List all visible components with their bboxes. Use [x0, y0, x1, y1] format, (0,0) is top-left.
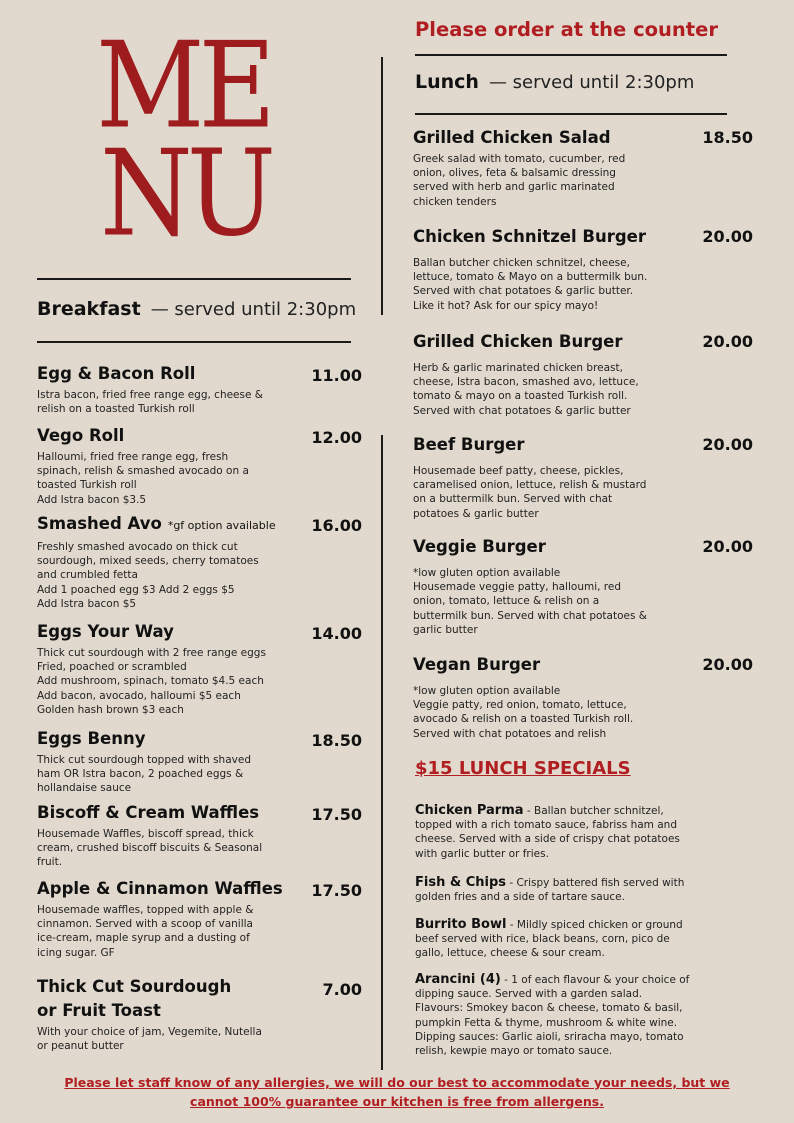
menu-item-description: [37, 540, 367, 611]
vertical-divider: [381, 435, 383, 1070]
lunch-specials-title: $15 LUNCH SPECIALS: [415, 758, 631, 779]
menu-item-price: 11.00: [311, 366, 362, 385]
description-line: cinnamon. Served with a scoop of vanilla: [37, 918, 253, 931]
description-line: garlic butter: [413, 623, 478, 636]
menu-item: [37, 362, 367, 416]
menu-item: [37, 801, 367, 870]
special-item: [415, 973, 745, 1058]
special-first-line: [415, 876, 745, 890]
description-line: Add mushroom, spinach, tomato $4.5 each: [37, 675, 264, 688]
special-item: [415, 918, 745, 961]
description-line: Halloumi, fried free range egg, fresh: [37, 451, 229, 463]
description-line: Served with chat potatoes & garlic butter: [413, 404, 631, 417]
special-first-line: [415, 973, 745, 987]
menu-item: [37, 424, 367, 507]
allergy-notice-line: Please let staff know of any allergies, we will do our best to accommodate your needs, but we: [64, 1075, 730, 1090]
breakfast-subtitle: — served until 2:30pm: [150, 299, 357, 320]
lunch-header: [415, 71, 694, 93]
menu-item: [37, 620, 367, 717]
description-line: and crumbled fetta: [37, 569, 138, 582]
special-item-lead: - Mildly spiced chicken or ground: [506, 919, 683, 931]
description-line: with garlic butter or fries.: [415, 847, 549, 860]
description-line: Housemade veggie patty, halloumi, red: [413, 581, 622, 594]
menu-item-description: [413, 361, 755, 418]
description-line: With your choice of jam, Vegemite, Nutella: [37, 1026, 262, 1038]
menu-item-description: [413, 256, 755, 313]
description-line: Add Istra bacon $5: [37, 597, 137, 610]
description-line: toasted Turkish roll: [37, 479, 137, 492]
description-line: *low gluten option available: [413, 567, 561, 579]
description-line: pumpkin Fetta & thyme, mushroom & white wine.: [415, 1016, 678, 1029]
description-line: lettuce, tomato & Mayo on a buttermilk bun.: [413, 271, 648, 284]
description-line: Flavours: Smokey bacon & cheese, tomato & basil,: [415, 1002, 683, 1015]
description-line: beef served with rice, black beans, corn, pico de: [415, 933, 670, 946]
menu-item-price: 20.00: [702, 435, 753, 454]
divider: [37, 278, 351, 280]
description-line: topped with a rich tomato sauce, fabriss ham and: [415, 819, 677, 832]
menu-item-price: 18.50: [702, 128, 753, 147]
lunch-subtitle: — served until 2:30pm: [488, 72, 695, 93]
special-item: [415, 876, 745, 904]
special-item-name: Chicken Parma: [415, 803, 524, 818]
description-line: ice-cream, maple syrup and a dusting of: [37, 932, 250, 945]
menu-logo-line2: NU: [100, 124, 271, 263]
description-line: Golden hash brown $3 each: [37, 703, 184, 716]
description-line: Served with chat potatoes and relish: [413, 727, 607, 740]
menu-item-description: [37, 903, 367, 960]
description-line: Like it hot? Ask for our spicy mayo!: [413, 299, 599, 312]
special-item: [415, 804, 745, 861]
description-line: Add bacon, avocado, halloumi $5 each: [37, 689, 241, 702]
description-line: potatoes & garlic butter: [413, 507, 539, 520]
special-first-line: [415, 918, 745, 932]
description-line: ham OR Istra bacon, 2 poached eggs &: [37, 768, 244, 781]
menu-item-price: 14.00: [311, 624, 362, 643]
description-line: Freshly smashed avocado on thick cut: [37, 541, 238, 553]
description-line: Fried, poached or scrambled: [37, 661, 187, 674]
menu-item-price: 18.50: [311, 731, 362, 750]
menu-item-description: [37, 1025, 367, 1053]
menu-item: [37, 727, 367, 796]
menu-item-price: 20.00: [702, 332, 753, 351]
menu-item-note: *gf option available: [167, 519, 276, 532]
description-line: golden fries and a side of tartare sauce.: [415, 891, 625, 904]
menu-item-description: [37, 388, 367, 416]
menu-item-name-text: Vego Roll: [37, 426, 125, 445]
description-line: *low gluten option available: [413, 685, 561, 697]
menu-item: [413, 126, 755, 209]
menu-item-description: [413, 684, 755, 741]
description-line: cheese. Served with a side of crispy chat potatoes: [415, 833, 680, 846]
menu-item-description: [413, 566, 755, 637]
breakfast-header: [37, 298, 356, 320]
special-item-name: Burrito Bowl: [415, 917, 507, 932]
description-line: Thick cut sourdough with 2 free range eggs: [37, 647, 266, 659]
breakfast-title: Breakfast: [37, 298, 141, 320]
special-item-lead: - 1 of each flavour & your choice of: [500, 974, 690, 986]
menu-item: [37, 975, 367, 1053]
menu-item-name-text: Smashed Avo: [37, 514, 162, 533]
description-line: hollandaise sauce: [37, 782, 132, 795]
description-line: avocado & relish on a toasted Turkish roll.: [413, 713, 634, 726]
divider: [415, 54, 727, 56]
menu-item-price: 20.00: [702, 227, 753, 246]
menu-item-name-line2: or Fruit Toast: [37, 1001, 161, 1020]
menu-item: [413, 653, 755, 741]
description-line: Served with chat potatoes & garlic butter.: [413, 285, 634, 298]
menu-item-name: Vegan Burger: [413, 655, 541, 674]
description-line: Greek salad with tomato, cucumber, red: [413, 153, 626, 165]
description-line: or peanut butter: [37, 1040, 124, 1053]
description-line: fruit.: [37, 856, 63, 869]
description-line: relish, kewpie mayo or tomato sauce.: [415, 1045, 613, 1058]
lunch-title: Lunch: [415, 71, 479, 93]
menu-item-price: 16.00: [311, 516, 362, 535]
description-line: sourdough, mixed seeds, cherry tomatoes: [37, 555, 259, 568]
description-line: Ballan butcher chicken schnitzel, cheese,: [413, 257, 630, 269]
menu-item-description: [37, 753, 367, 796]
menu-item-name: Chicken Schnitzel Burger: [413, 227, 646, 246]
menu-item-price: 17.50: [311, 881, 362, 900]
menu-item-price: 7.00: [322, 980, 362, 999]
description-line: served with herb and garlic marinated: [413, 181, 615, 194]
menu-item-price: 20.00: [702, 655, 753, 674]
description-line: Add 1 poached egg $3 Add 2 eggs $5: [37, 583, 235, 596]
special-item-name: Arancini (4): [415, 972, 501, 987]
description-line: icing sugar. GF: [37, 946, 115, 959]
menu-item-description: [413, 152, 755, 209]
description-line: cheese, Istra bacon, smashed avo, lettuce,: [413, 376, 639, 389]
description-line: Thick cut sourdough topped with shaved: [37, 754, 251, 766]
vertical-divider: [381, 57, 383, 315]
menu-item: [37, 512, 367, 611]
menu-logo-line1: ME: [96, 16, 270, 155]
menu-item-description: [37, 450, 367, 507]
description-line: gallo, lettuce, cheese & sour cream.: [415, 947, 605, 960]
menu-item-description: [413, 464, 755, 521]
divider: [415, 113, 727, 115]
special-item-lead: - Ballan butcher schnitzel,: [523, 805, 664, 817]
menu-item-description: [37, 646, 367, 717]
menu-item-name-text: Eggs Your Way: [37, 622, 174, 641]
menu-item-price: 17.50: [311, 805, 362, 824]
allergy-notice-line: cannot 100% guarantee our kitchen is free from allergens.: [190, 1094, 604, 1109]
menu-item-name-text: Biscoff & Cream Waffles: [37, 803, 260, 822]
menu-item: [413, 330, 755, 418]
menu-item-name: Grilled Chicken Salad: [413, 128, 611, 147]
menu-item: [37, 877, 367, 960]
description-line: tomato & mayo on a toasted Turkish roll.: [413, 390, 628, 403]
menu-item-name: Grilled Chicken Burger: [413, 332, 623, 351]
description-line: relish on a toasted Turkish roll: [37, 403, 195, 416]
description-line: Housemade waffles, topped with apple &: [37, 904, 254, 916]
menu-item-description: [37, 827, 367, 870]
description-line: Add Istra bacon $3.5: [37, 493, 147, 506]
menu-item: [413, 535, 755, 637]
menu-item: [413, 433, 755, 521]
description-line: buttermilk bun. Served with chat potatoes &: [413, 609, 647, 622]
description-line: Dipping sauces: Garlic aioli, sriracha mayo, tomato: [415, 1030, 684, 1043]
menu-item-name-text: Apple & Cinnamon Waffles: [37, 879, 283, 898]
menu-item-price: 12.00: [311, 428, 362, 447]
description-line: onion, tomato, lettuce & relish on a: [413, 595, 600, 608]
description-line: on a buttermilk bun. Served with chat: [413, 493, 613, 506]
special-item-lead: - Crispy battered fish served with: [506, 877, 685, 889]
special-first-line: [415, 804, 745, 818]
menu-item-price: 20.00: [702, 537, 753, 556]
description-line: onion, olives, feta & balsamic dressing: [413, 167, 616, 180]
description-line: Housemade beef patty, cheese, pickles,: [413, 465, 624, 477]
description-line: Veggie patty, red onion, tomato, lettuce,: [413, 699, 627, 712]
allergy-notice: [30, 1073, 764, 1111]
menu-item-name: Beef Burger: [413, 435, 525, 454]
description-line: spinach, relish & smashed avocado on a: [37, 465, 249, 478]
description-line: cream, crushed biscoff biscuits & Seasonal: [37, 842, 263, 855]
menu-item: [413, 225, 755, 313]
description-line: dipping sauce. Served with a garden salad.: [415, 988, 643, 1001]
menu-item-name-text: Egg & Bacon Roll: [37, 364, 196, 383]
order-at-counter-note: Please order at the counter: [415, 18, 718, 41]
special-item-name: Fish & Chips: [415, 875, 507, 890]
menu-item-name: Veggie Burger: [413, 537, 546, 556]
menu-item-name-text: Eggs Benny: [37, 729, 146, 748]
description-line: chicken tenders: [413, 195, 497, 208]
description-line: Herb & garlic marinated chicken breast,: [413, 362, 623, 374]
description-line: caramelised onion, lettuce, relish & mustard: [413, 479, 647, 492]
menu-item-name-text: Thick Cut Sourdough: [37, 977, 232, 996]
description-line: Housemade Waffles, biscoff spread, thick: [37, 828, 254, 840]
divider: [37, 341, 351, 343]
description-line: Istra bacon, fried free range egg, cheese &: [37, 389, 263, 401]
